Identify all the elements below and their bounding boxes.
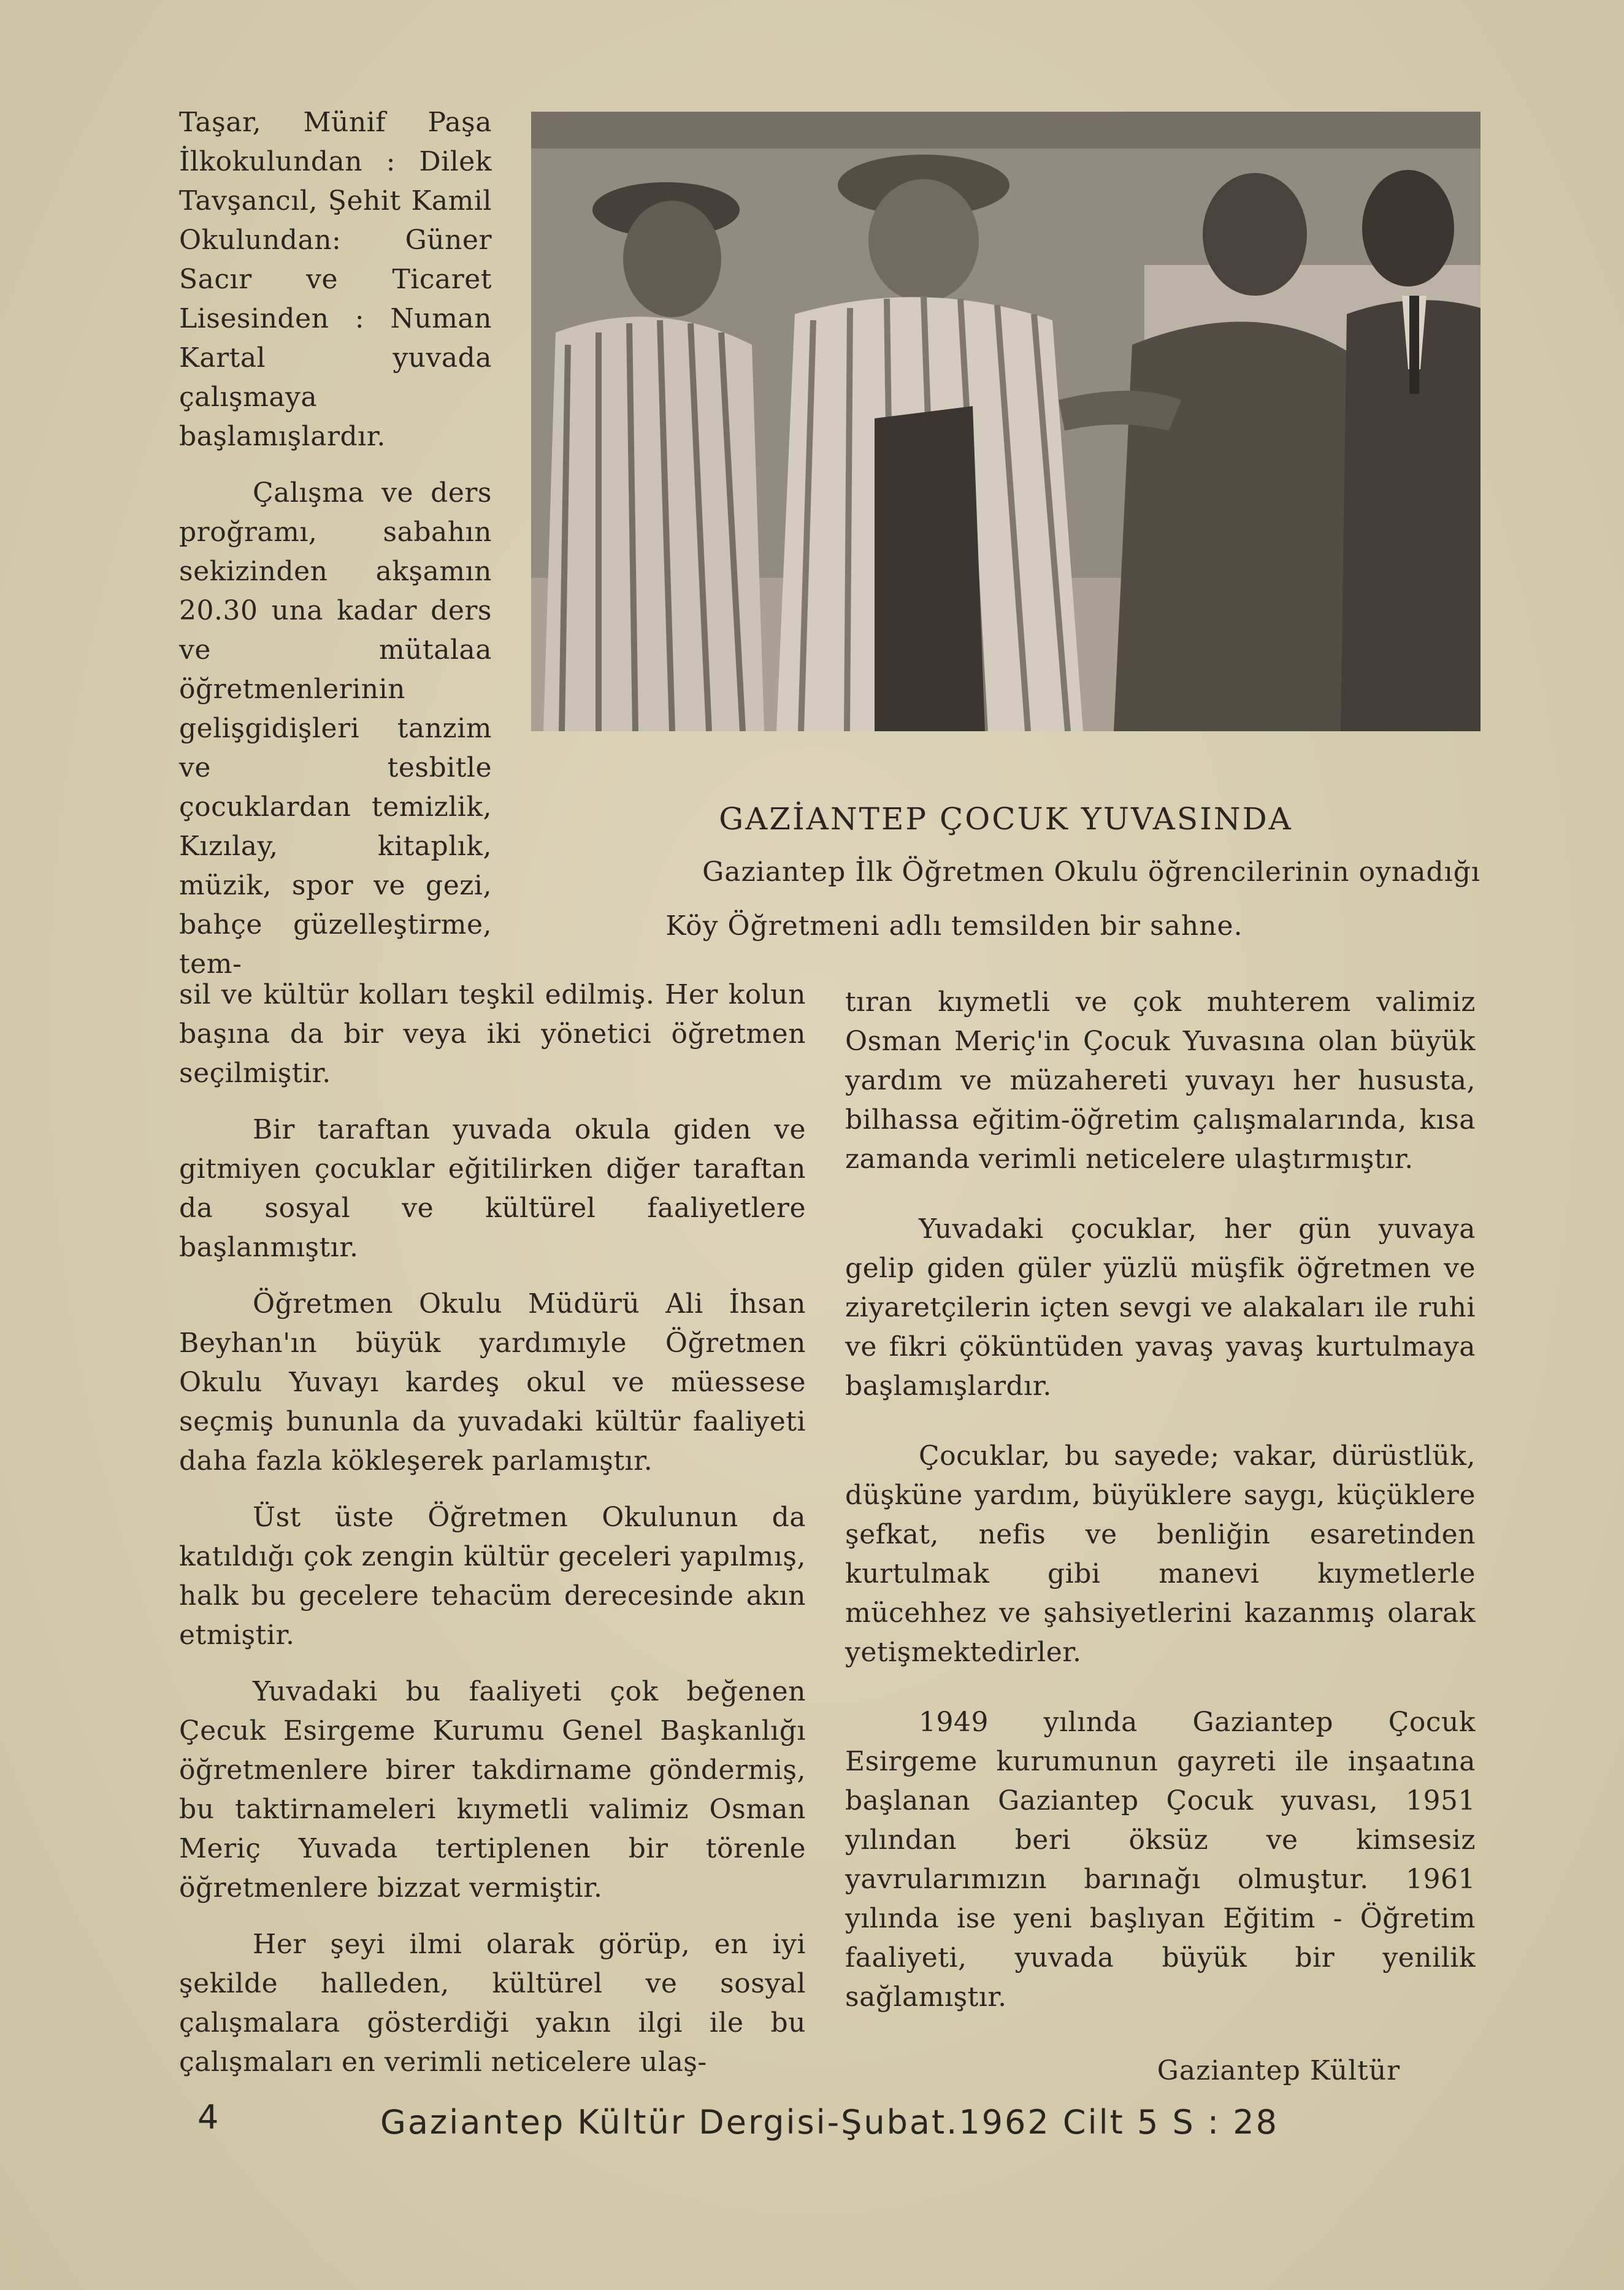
paragraph: Taşar, Münif Paşa İlkokulundan : Dilek Tavşancıl, Şehit Kamil Okulundan: Güner Sacır ve Ticaret Lisesinden : Numan Kartal yuvada çalışmaya başlamışlardır. — [179, 107, 492, 452]
paragraph: 1949 yılında Gaziantep Çocuk Esirgeme kurumunun gayreti ile inşaatına başlanan Gaziantep Çocuk yuvası, 1951 yılından beri öksüz ve kimsesiz yavrularımızın barınağı olmuştur. 1961 yılında ise yeni başlıyan Eğitim - Öğretim faaliyeti, yuvada büyük bir yenilik sağlamıştır. — [845, 1707, 1476, 2013]
right-column — [845, 983, 1476, 2017]
paragraph: Yuvadaki bu faaliyeti çok beğenen Çecuk Esirgeme Kurumu Genel Başkanlığı öğretmenlere birer takdirname göndermiş, bu taktirnameleri kıymetli valimiz Osman Meriç Yuvada tertiplenen bir törenle öğretmenlere bizzat vermiştir. — [179, 1676, 806, 1904]
left-column — [179, 975, 806, 2082]
paragraph: Bir taraftan yuvada okula giden ve gitmiyen çocuklar eğitilirken diğer taraftan da sosyal ve kültürel faaliyetlere başlanmıştır. — [179, 1114, 806, 1263]
paragraph: Her şeyi ilmi olarak görüp, en iyi şekilde halleden, kültürel ve sosyal çalışmalara gösterdiği yakın ilgi ile bu çalışmaları en verimli neticelere ulaş- — [179, 1929, 806, 2078]
paragraph: Yuvadaki çocuklar, her gün yuvaya gelip giden güler yüzlü müşfik öğretmen ve ziyaretçilerin içten sevgi ve alakaları ile ruhi ve fikri çöküntüden yavaş yavaş kurtulmaya başlamışlardır. — [845, 1213, 1476, 1402]
photo-caption-line: Gaziantep İlk Öğretmen Okulu öğrencilerinin oynadığı — [702, 856, 1480, 888]
article-signature: Gaziantep Kültür — [1157, 2055, 1401, 2086]
photo-caption-title: GAZİANTEP ÇOCUK YUVASINDA — [719, 801, 1293, 837]
paragraph: sil ve kültür kolları teşkil edilmiş. Her kolun başına da bir veya iki yönetici öğretmen seçilmiştir. — [179, 979, 806, 1089]
top-left-column — [179, 103, 492, 984]
paragraph: Öğretmen Okulu Müdürü Ali İhsan Beyhan'ın büyük yardımıyle Öğretmen Okulu Yuvayı kardeş okul ve müessese seçmiş bununla da yuvadaki kültür faaliyeti daha fazla kökleşerek parlamıştır. — [179, 1288, 806, 1477]
photo-caption-line: Köy Öğretmeni adlı temsilden bir sahne. — [665, 910, 1243, 942]
page-number: 4 — [197, 2098, 219, 2137]
stage-photo — [531, 112, 1480, 731]
footer-publication-line: Gaziantep Kültür Dergisi-Şubat.1962 Cilt 5 S : 28 — [380, 2103, 1279, 2142]
paragraph: Çocuklar, bu sayede; vakar, dürüstlük, düşküne yardım, büyüklere saygı, küçüklere şefkat, nefis ve benliğin esaretinden kurtulmak gibi manevi kıymetlerle mücehhez ve şahsiyetlerini kazanmış olarak yetişmektedirler. — [845, 1440, 1476, 1668]
paragraph: Üst üste Öğretmen Okulunun da katıldığı çok zengin kültür geceleri yapılmış, halk bu gecelere tehacüm derecesinde akın etmiştir. — [179, 1502, 806, 1651]
paragraph: Çalışma ve ders proğramı, sabahın sekizinden akşamın 20.30 una kadar ders ve mütalaa öğretmenlerinin gelişgidişleri tanzim ve tesbitle çocuklardan temizlik, Kızılay, kitaplık, müzik, spor ve gezi, bahçe güzelleştirme, tem- — [179, 477, 492, 980]
paragraph: tıran kıymetli ve çok muhterem valimiz Osman Meriç'in Çocuk Yuvasına olan büyük yardım ve müzahereti yuvayı her hususta, bilhassa eğitim-öğretim çalışmalarında, kısa zamanda verimli neticelere ulaştırmıştır. — [845, 986, 1476, 1175]
